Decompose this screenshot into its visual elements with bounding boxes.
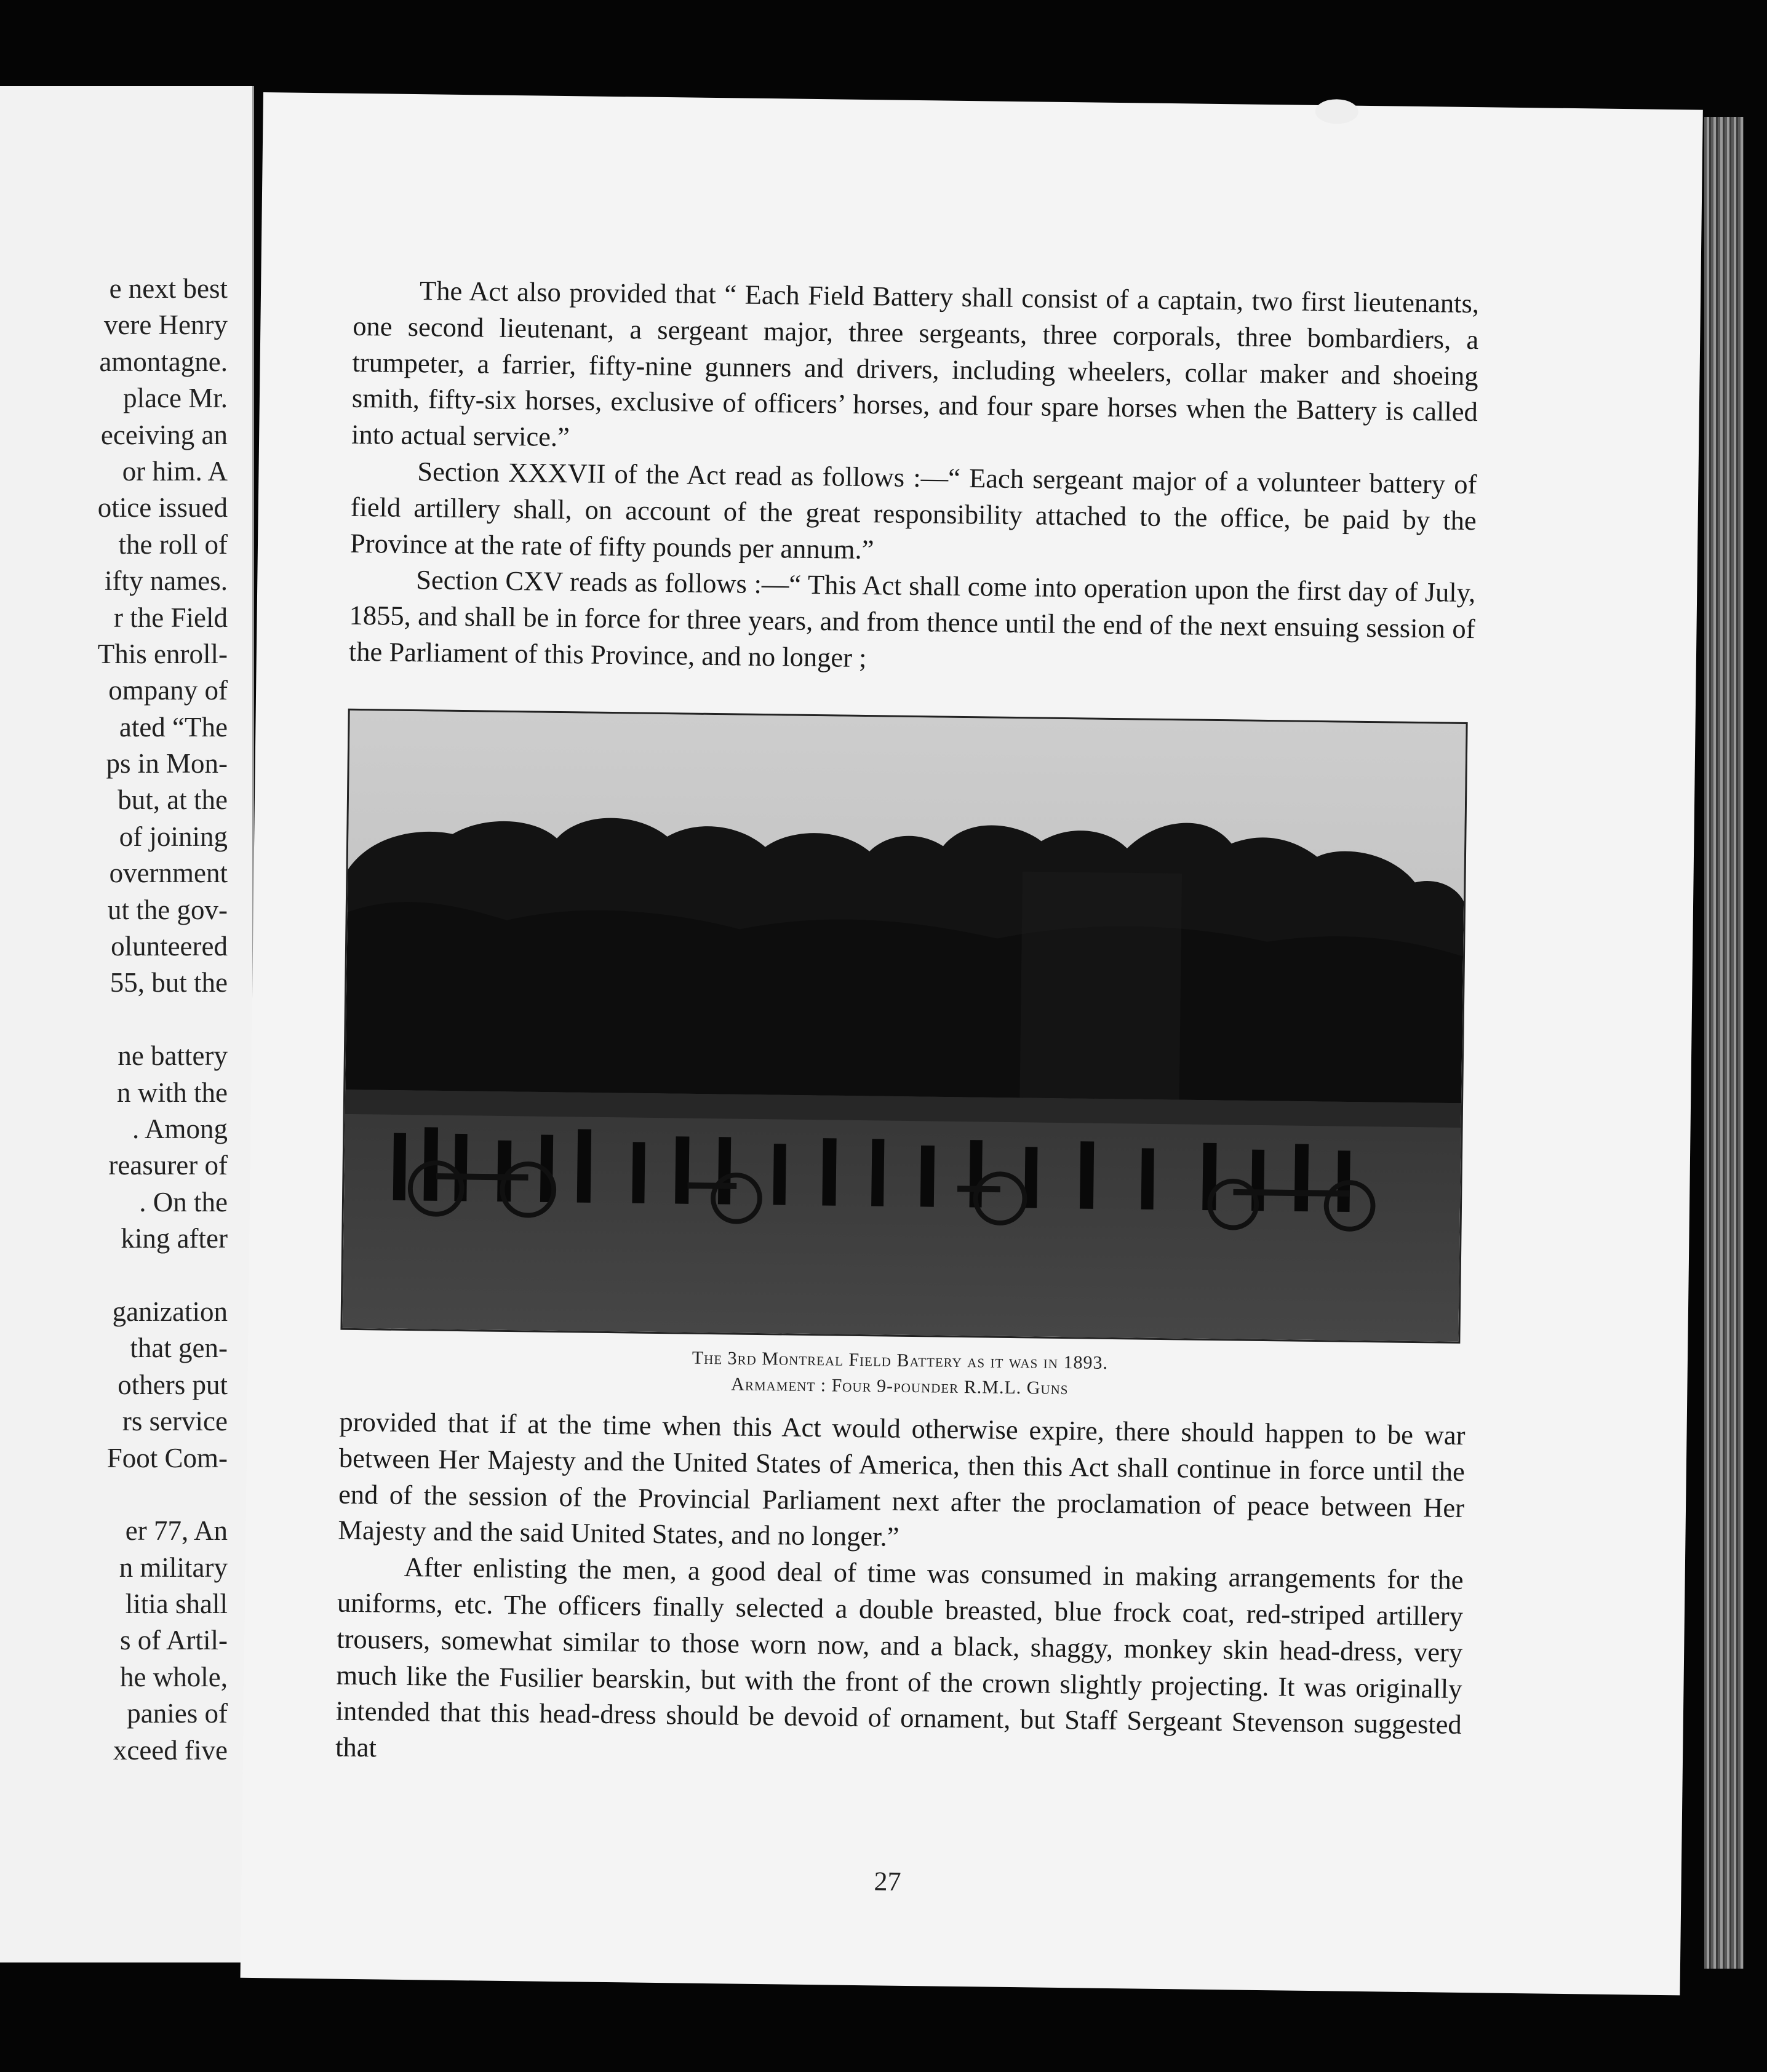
book-page-edges <box>1704 117 1744 1969</box>
left-page-line: reasurer of <box>108 1150 228 1181</box>
paper-blemish <box>1315 99 1358 124</box>
left-page-line: he whole, <box>120 1661 228 1692</box>
left-page-line: . Among <box>132 1113 228 1144</box>
left-page-line: rs service <box>122 1406 228 1437</box>
top-text-block <box>349 272 1480 683</box>
left-page-line: n military <box>119 1552 228 1583</box>
left-page-line: panies of <box>127 1698 228 1729</box>
left-page-line <box>98 1257 228 1294</box>
left-page-line: overnment <box>109 858 228 889</box>
paragraph: provided that if at the time when this Act would otherwise expire, there should happen to be war between Her Majesty and the United States of America, then this Act shall continue in force until the end of the session of the Provincial Parliament next after the proclamation of peace between Her Majesty and the said United States, and no longer.” <box>338 1406 1466 1553</box>
left-page-line: olunteered <box>111 931 228 962</box>
photograph-image <box>342 711 1466 1342</box>
left-page-line: the roll of <box>118 528 228 560</box>
left-page-line: ated “The <box>119 711 228 743</box>
page-number: 27 <box>874 1866 901 1897</box>
left-page-line: of joining <box>119 821 228 852</box>
paragraph: Section CXV reads as follows :—“ This Act shall come into operation upon the first day of July, 1855, and shall be in force for three years, and from thence until the end of the next ensuing session of the Parliament of this Province, and no longer ; <box>348 564 1476 674</box>
left-page-line: ps in Mon- <box>106 748 228 779</box>
book-page <box>241 92 1703 1995</box>
bottom-text-block <box>335 1404 1466 1779</box>
left-page-line: This enroll- <box>97 638 228 669</box>
left-page-line: but, at the <box>118 784 228 816</box>
left-page-line: ganization <box>112 1296 228 1327</box>
left-page-line: eceiving an <box>100 419 228 450</box>
left-page-line: vere Henry <box>103 309 228 341</box>
paragraph: Section XXXVII of the Act read as follows :—“ Each sergeant major of a volunteer battery of field artillery shall, on account of the great responsibility attached to the office, be paid by the Province at the rate of fifty pounds per annum.” <box>349 456 1477 565</box>
left-page-line: r the Field <box>114 602 228 633</box>
paragraph: After enlisting the men, a good deal of time was consumed in making arrangements for the uniforms, etc. The officers finally selected a double breasted, blue frock coat, red-striped artillery trousers, somewhat similar to those worn now, and a black, shaggy, monkey skin head-dress, very much like the Fusilier bearskin, but with the front of the crown slightly projecting. It was originally intended that this head-dress should be devoid of ornament, but Staff Sergeant Stevenson suggested that <box>335 1552 1464 1763</box>
left-page-line: er 77, An <box>125 1515 228 1547</box>
left-page-line: Foot Com- <box>106 1442 228 1473</box>
left-page-line: . On the <box>139 1186 228 1217</box>
left-page-line: others put <box>118 1369 228 1400</box>
left-page-line: place Mr. <box>123 383 228 414</box>
left-page-text-column <box>98 271 228 1769</box>
left-page-line: amontagne. <box>99 346 228 377</box>
caption-line-1: The 3rd Montreal Field Battery as it was in 1893. <box>692 1347 1109 1373</box>
left-page-line: otice issued <box>97 492 228 524</box>
caption-line-2: Armament : Four 9-pounder R.M.L. Guns <box>731 1374 1069 1399</box>
left-facing-page <box>0 86 254 1962</box>
left-page-line: 55, but the <box>110 967 228 998</box>
left-page-line: s of Artil- <box>120 1625 228 1656</box>
left-page-line: that gen- <box>130 1333 228 1364</box>
photo-caption <box>340 1341 1460 1406</box>
left-page-line: litia shall <box>125 1588 228 1620</box>
left-page-line: or him. A <box>122 455 228 487</box>
left-page-line: ompany of <box>108 675 228 706</box>
left-page-line: ifty names. <box>105 565 228 597</box>
left-page-line: e next best <box>109 273 228 304</box>
paragraph: The Act also provided that “ Each Field Battery shall consist of a captain, two first lieutenants, one second lieutenant, a sergeant major, three sergeants, three corporals, three bombardiers, a trumpeter, a farrier, fifty-nine gunners and drivers, including wheelers, collar maker and shoeing smith, fifty-six horses, exclusive of officers’ horses, and four spare horses when the Battery is called into actual service.” <box>351 275 1480 453</box>
left-page-line: ut the gov- <box>108 894 228 925</box>
left-page-line: king after <box>121 1223 228 1254</box>
left-page-line: ne battery <box>118 1040 228 1072</box>
battery-photograph <box>340 709 1467 1344</box>
left-page-line <box>98 1002 228 1038</box>
left-page-line: xceed five <box>113 1734 228 1766</box>
left-page-line: n with the <box>117 1077 228 1108</box>
left-page-line <box>98 1476 228 1513</box>
